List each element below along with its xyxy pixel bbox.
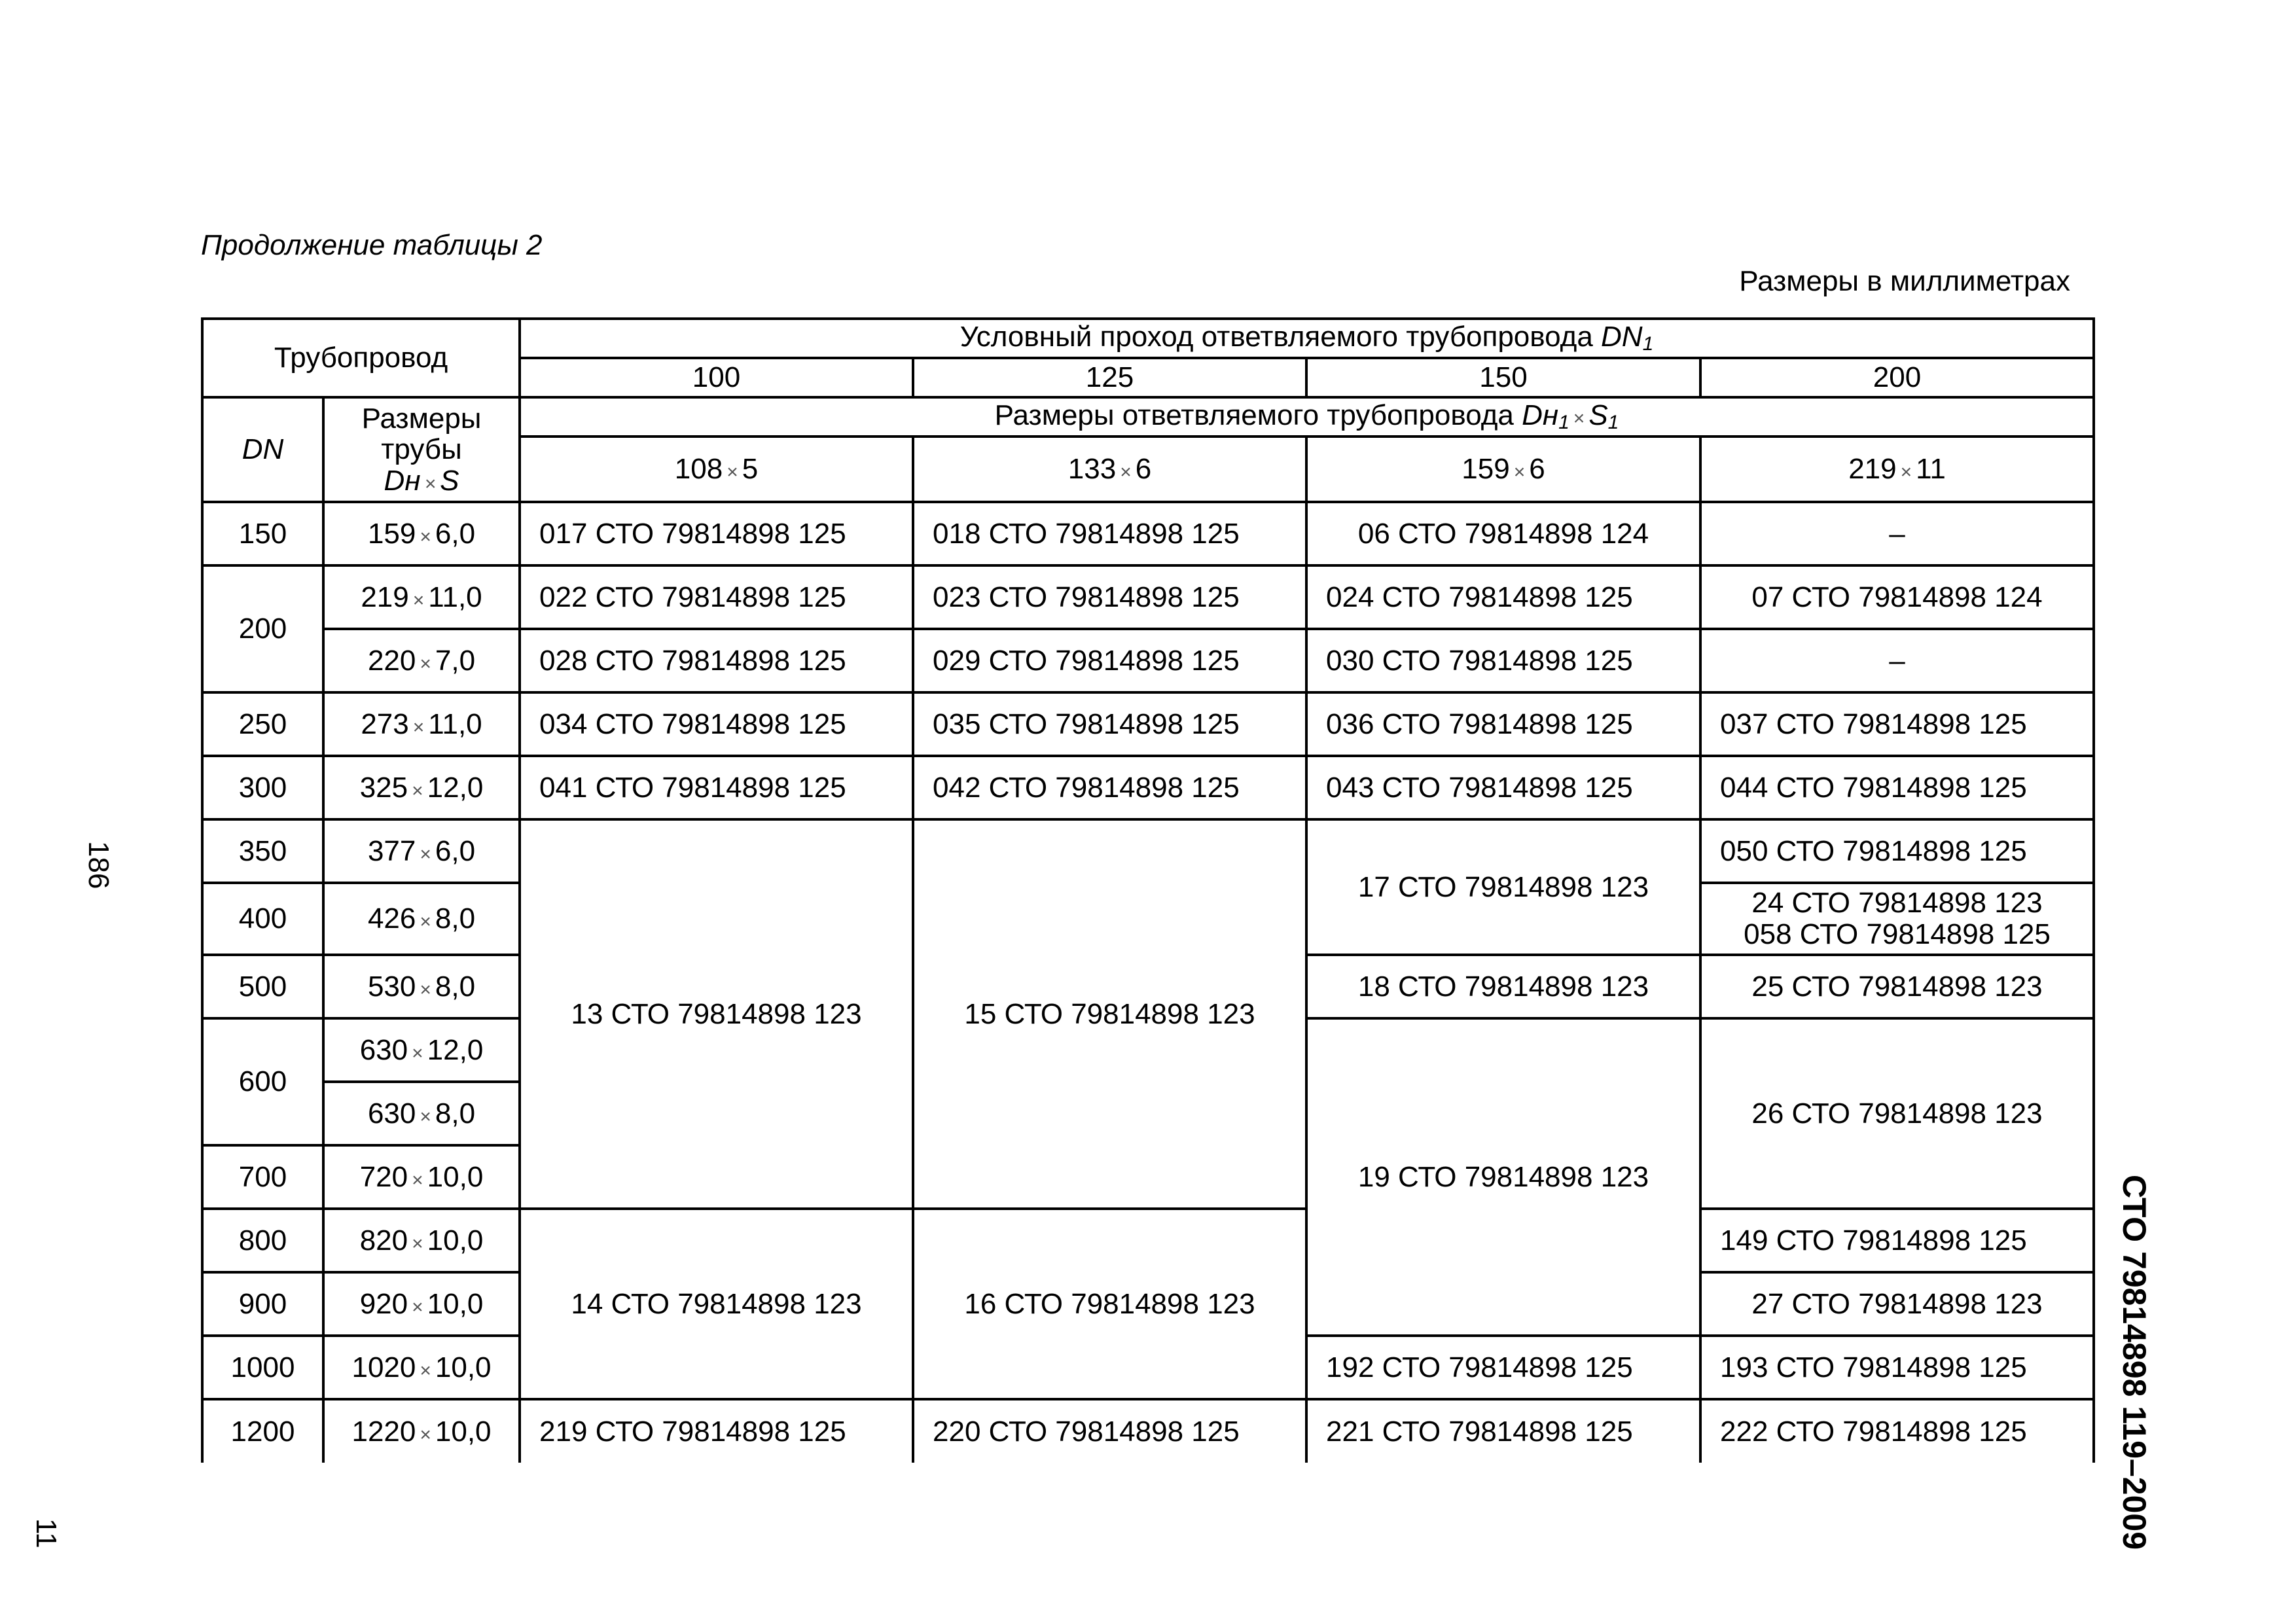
- cell-designation: –: [1700, 502, 2094, 565]
- units-note: Размеры в миллиметрах: [1739, 265, 2070, 297]
- size-s: 10,0: [435, 1415, 492, 1448]
- size-d: 920: [359, 1287, 408, 1320]
- header-dn-subscript: 1: [1642, 333, 1654, 355]
- header-dn-symbol: DN: [1601, 321, 1643, 353]
- cell-size: 159 × 6,0: [323, 502, 520, 565]
- size-d: 630: [367, 1097, 416, 1130]
- table-row: [202, 629, 2094, 692]
- cell-designation: 221 СТО 79814898 125: [1306, 1399, 1700, 1463]
- size-s: 8,0: [435, 902, 476, 935]
- cell-designation: 192 СТО 79814898 125: [1306, 1336, 1700, 1399]
- header-branch-d-sub: 1: [1558, 412, 1570, 434]
- cell-designation: 017 СТО 79814898 125: [520, 502, 913, 565]
- header-pipe-size-s: S: [440, 464, 459, 497]
- branch-dim-b: 5: [742, 453, 759, 486]
- size-d: 219: [361, 580, 409, 613]
- cell-designation: 018 СТО 79814898 125: [913, 502, 1306, 565]
- header-pipe-size-line2: трубы: [381, 433, 462, 466]
- header-branch-sizes: [520, 397, 2094, 437]
- branch-dim-219: 219 × 11: [1700, 437, 2094, 502]
- cell-size: 530 × 8,0: [323, 955, 520, 1018]
- cell-size: 1020 × 10,0: [323, 1336, 520, 1399]
- header-nominal-bore-text: Условный проход ответвляемого трубопровода: [960, 321, 1602, 353]
- header-branch-s-sub: 1: [1607, 412, 1619, 434]
- cell-size: 377 × 6,0: [323, 819, 520, 883]
- document-code: СТО 79814898 119–2009: [2116, 1175, 2153, 1550]
- size-s: 12,0: [427, 1033, 484, 1066]
- cell-size: 220 × 7,0: [323, 629, 520, 692]
- cell-designation: [1700, 883, 2094, 955]
- header-pipeline: [202, 319, 520, 397]
- branch-dim-133: 133 × 6: [913, 437, 1306, 502]
- size-s: 6,0: [435, 517, 476, 550]
- branch-dim-a: 133: [1067, 453, 1117, 486]
- branch-dim-b: 6: [1135, 453, 1152, 486]
- cell-designation: 044 СТО 79814898 125: [1700, 756, 2094, 819]
- header-branch-times: ×: [1573, 408, 1585, 430]
- cell-designation: 023 СТО 79814898 125: [913, 565, 1306, 629]
- cell-size: 720 × 10,0: [323, 1145, 520, 1209]
- size-d: 377: [367, 834, 416, 867]
- cell-dn: 350: [202, 819, 323, 883]
- cell-designation-merged: 13 СТО 79814898 123: [520, 819, 913, 1209]
- cell-designation: 222 СТО 79814898 125: [1700, 1399, 2094, 1463]
- cell-designation: 036 СТО 79814898 125: [1306, 692, 1700, 756]
- cell-size: 630 × 8,0: [323, 1082, 520, 1145]
- table-row: [202, 1399, 2094, 1463]
- branch-dim-b: 11: [1916, 453, 1946, 486]
- branch-dim-159: 159 × 6: [1306, 437, 1700, 502]
- cell-designation: 034 СТО 79814898 125: [520, 692, 913, 756]
- cell-designation: 042 СТО 79814898 125: [913, 756, 1306, 819]
- cell-designation-merged: 26 СТО 79814898 123: [1700, 1018, 2094, 1209]
- header-dn-200: 200: [1700, 358, 2094, 397]
- size-s: 8,0: [435, 1097, 476, 1130]
- cell-designation: 022 СТО 79814898 125: [520, 565, 913, 629]
- cell-designation: 029 СТО 79814898 125: [913, 629, 1306, 692]
- cell-designation: 030 СТО 79814898 125: [1306, 629, 1700, 692]
- cell-dn: 600: [202, 1018, 323, 1145]
- table-row: [202, 1209, 2094, 1272]
- size-s: 10,0: [435, 1351, 492, 1383]
- header-dn-150: 150: [1306, 358, 1700, 397]
- size-s: 8,0: [435, 970, 476, 1003]
- cell-designation: 037 СТО 79814898 125: [1700, 692, 2094, 756]
- table-row: [202, 756, 2094, 819]
- cell-size: 273 × 11,0: [323, 692, 520, 756]
- size-s: 11,0: [428, 580, 482, 613]
- branch-dim-a: 219: [1848, 453, 1897, 486]
- branch-dim-b: 6: [1529, 453, 1545, 486]
- cell-size: 1220 × 10,0: [323, 1399, 520, 1463]
- cell-designation: 220 СТО 79814898 125: [913, 1399, 1306, 1463]
- branch-dim-a: 108: [674, 453, 723, 486]
- cell-designation: 25 СТО 79814898 123: [1700, 955, 2094, 1018]
- size-d: 630: [359, 1033, 408, 1066]
- cell-designation-merged: 14 СТО 79814898 123: [520, 1209, 913, 1399]
- header-dn: DN: [202, 397, 323, 502]
- cell-designation: 07 СТО 79814898 124: [1700, 565, 2094, 629]
- header-dn-125: 125: [913, 358, 1306, 397]
- header-branch-sizes-text: Размеры ответвляемого трубопровода: [994, 399, 1522, 432]
- cell-designation: 18 СТО 79814898 123: [1306, 955, 1700, 1018]
- header-row-1: [202, 319, 2094, 358]
- size-d: 325: [359, 771, 408, 804]
- cell-dn: 200: [202, 565, 323, 692]
- cell-designation: 024 СТО 79814898 125: [1306, 565, 1700, 629]
- header-pipe-size: [323, 397, 520, 502]
- header-branch-d: Dн: [1522, 399, 1559, 432]
- size-s: 10,0: [427, 1224, 484, 1257]
- size-s: 10,0: [427, 1287, 484, 1320]
- size-d: 159: [367, 517, 416, 550]
- cell-size: 426 × 8,0: [323, 883, 520, 955]
- cell-designation: 035 СТО 79814898 125: [913, 692, 1306, 756]
- size-s: 6,0: [435, 834, 476, 867]
- size-d: 530: [367, 970, 416, 1003]
- cell-size: 630 × 12,0: [323, 1018, 520, 1082]
- cell-size: 820 × 10,0: [323, 1209, 520, 1272]
- size-s: 7,0: [435, 644, 476, 677]
- cell-designation: 06 СТО 79814898 124: [1306, 502, 1700, 565]
- size-d: 426: [367, 902, 416, 935]
- size-d: 720: [359, 1160, 408, 1193]
- cell-designation-merged: 19 СТО 79814898 123: [1306, 1018, 1700, 1336]
- table-row: [202, 819, 2094, 883]
- table-row: [202, 692, 2094, 756]
- cell-designation-merged: 16 СТО 79814898 123: [913, 1209, 1306, 1399]
- table-caption: Продолжение таблицы 2: [201, 229, 543, 261]
- cell-designation: 050 СТО 79814898 125: [1700, 819, 2094, 883]
- cell-dn: 700: [202, 1145, 323, 1209]
- size-s: 10,0: [427, 1160, 484, 1193]
- size-d: 1220: [351, 1415, 416, 1448]
- size-d: 273: [361, 707, 409, 740]
- designation-line1: 24 СТО 79814898 123: [1751, 887, 2043, 919]
- header-pipe-size-line1: Размеры: [361, 402, 482, 435]
- cell-dn: 300: [202, 756, 323, 819]
- size-s: 12,0: [427, 771, 484, 804]
- cell-dn: 250: [202, 692, 323, 756]
- fittings-table: [201, 317, 2095, 1463]
- cell-designation: 041 СТО 79814898 125: [520, 756, 913, 819]
- cell-dn: 1200: [202, 1399, 323, 1463]
- header-branch-s: S: [1588, 399, 1608, 432]
- cell-dn: 150: [202, 502, 323, 565]
- cell-size: 325 × 12,0: [323, 756, 520, 819]
- cell-designation-merged: 17 СТО 79814898 123: [1306, 819, 1700, 955]
- cell-designation: 27 СТО 79814898 123: [1700, 1272, 2094, 1336]
- cell-designation: 043 СТО 79814898 125: [1306, 756, 1700, 819]
- size-d: 1020: [351, 1351, 416, 1383]
- header-nominal-bore: [520, 319, 2094, 358]
- table-row: [202, 502, 2094, 565]
- cell-size: 920 × 10,0: [323, 1272, 520, 1336]
- cell-dn: 1000: [202, 1336, 323, 1399]
- header-pipe-size-d: Dн: [384, 464, 421, 497]
- cell-designation: –: [1700, 629, 2094, 692]
- cell-size: 219 × 11,0: [323, 565, 520, 629]
- page-number: 11: [30, 1518, 62, 1548]
- branch-dim-a: 159: [1462, 453, 1510, 486]
- header-pipeline-text: Трубопровод: [274, 342, 448, 374]
- cell-dn: 800: [202, 1209, 323, 1272]
- designation-line2: 058 СТО 79814898 125: [1744, 918, 2051, 950]
- header-dn-100: 100: [520, 358, 913, 397]
- header-row-3: [202, 397, 2094, 437]
- cell-designation: 149 СТО 79814898 125: [1700, 1209, 2094, 1272]
- cell-dn: 400: [202, 883, 323, 955]
- cell-designation: 028 СТО 79814898 125: [520, 629, 913, 692]
- cell-designation: 193 СТО 79814898 125: [1700, 1336, 2094, 1399]
- cell-dn: 500: [202, 955, 323, 1018]
- cell-dn: 900: [202, 1272, 323, 1336]
- branch-dim-108: 108 × 5: [520, 437, 913, 502]
- side-page-number: 186: [82, 841, 115, 889]
- cell-designation-merged: 15 СТО 79814898 123: [913, 819, 1306, 1209]
- size-s: 11,0: [428, 707, 482, 740]
- header-times: ×: [424, 473, 437, 495]
- cell-designation: 219 СТО 79814898 125: [520, 1399, 913, 1463]
- size-d: 220: [367, 644, 416, 677]
- size-d: 820: [359, 1224, 408, 1257]
- table-row: [202, 565, 2094, 629]
